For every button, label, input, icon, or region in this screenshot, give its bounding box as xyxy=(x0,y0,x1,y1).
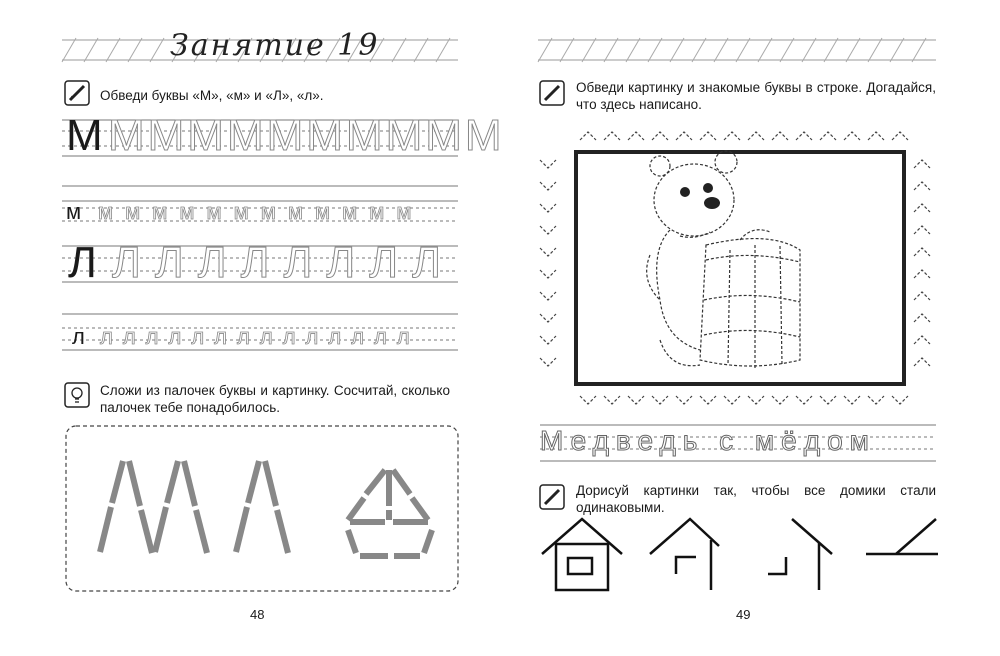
task1-text: Обведи буквы «М», «м» и «Л», «л». xyxy=(100,88,324,103)
trace-row-l-lower: лллллллллллллл xyxy=(100,324,420,349)
trace-sample-m-lower: м xyxy=(66,199,82,224)
trace-sample-l-lower: л xyxy=(72,324,85,349)
page-number-left: 48 xyxy=(250,607,265,622)
right-task2-text: Дорисуй картинки так, чтобы все домики стали одинаковыми. xyxy=(576,483,936,515)
trace-row-m-lower: мммммммммммм xyxy=(98,199,424,224)
right-page xyxy=(500,0,1000,656)
lightbulb-icon xyxy=(65,383,89,407)
lesson-title: Занятие 19 xyxy=(170,28,380,63)
task2-text: Сложи из палочек буквы и картинку. Сосчитай, сколько палочек тебе понадобилось. xyxy=(100,383,450,415)
trace-sample-m-upper: М xyxy=(66,111,103,160)
right-task1-text: Обведи картинку и знакомые буквы в строке. Догадайся, что здесь написано. xyxy=(576,80,936,112)
pencil-icon xyxy=(540,485,564,509)
trace-word: Медведь с мёдом xyxy=(540,425,876,456)
pencil-icon xyxy=(65,81,89,105)
pencil-icon xyxy=(540,81,564,105)
trace-sample-l-upper: Л xyxy=(68,238,97,287)
page-number-right: 49 xyxy=(736,607,751,622)
trace-row-m-upper: ММММММММММ xyxy=(108,111,505,160)
trace-row-l-upper: ЛЛЛЛЛЛЛЛ xyxy=(112,238,455,287)
